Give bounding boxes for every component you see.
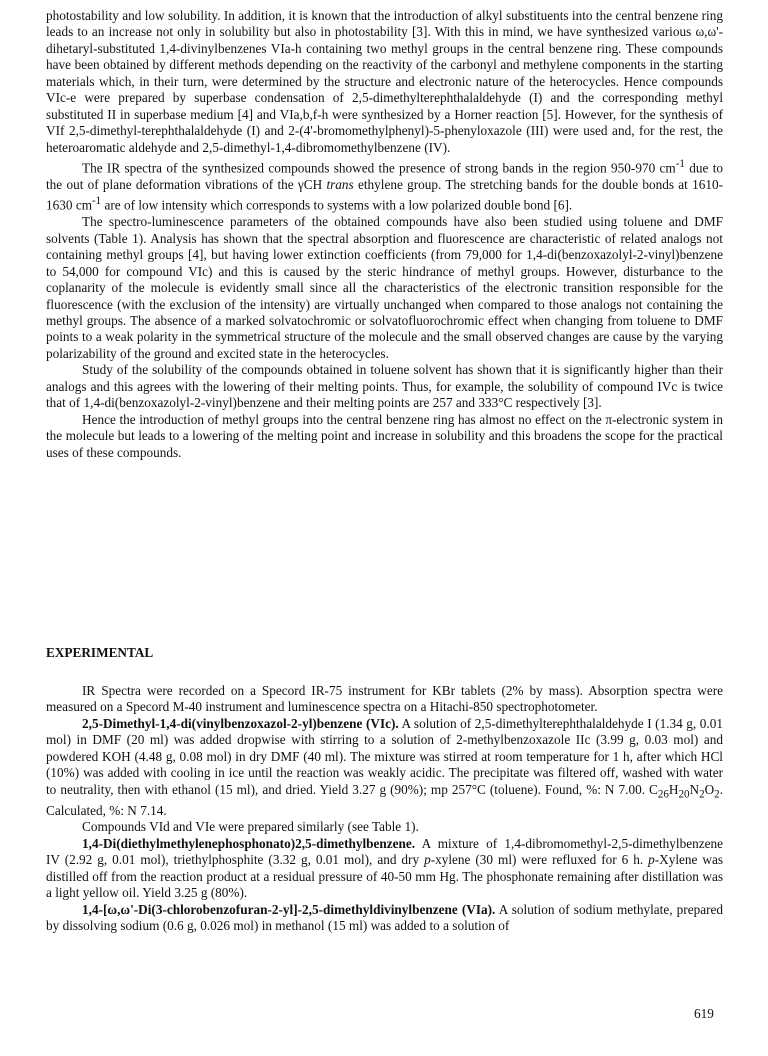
exp-paragraph-5: 1,4-[ω,ω'-Di(3-chlorobenzofuran-2-yl]-2,5-dimethyldivinylbenzene (VIa). A solution of sodium methylate, prepared by dissolving sodium (0.6 g, 0.026 mol) in methanol (15 ml) was added to a solution of — [46, 901, 723, 933]
paragraph-2: The IR spectra of the synthesized compounds showed the presence of strong bands in the region 950-970 $cm^{-1}$ due to the out of plane deformation vibrations of the γCH trans ethylene group. The stretching bands for the double bonds at 1610-1630 $cm^{-1}$ are of low intensity which corresponds to systems with a low polarized double bond [6]. — [46, 158, 723, 213]
paragraph-1: photostability and low solubility. In addition, it is known that the introduction of alkyl substituents into the central benzene ring leads to an increase not only in solubility but also in photostability [3]. With this in mind, we have synthesized various ω,ω'-dihetaryl-substituted 1,4-divinylbenzenes VIa-h containing two methyl groups in the central benzene ring. These compounds have been obtained by different methods depending on the reactivity of the carbonyl and methylene components in the starting materials which, in their turn, were determined by the structure and electronic nature of the heterocycles. Hence compounds VIc-e were prepared by superbase condensation of 2,5-dimethylterephthalaldehyde (I) and the corresponding methyl substituted II in superbase medium [4] and VIa,b,f-h were synthesized by a Horner reaction [5]. However, for the synthesis of VIf 2,5-dimethyl-terephthalaldehyde (I) and 2-(4'-bromomethylphenyl)-5-phenyloxazole (III) were used and, for the rest, the heteroaromatic aldehyde and 2,5-dimethyl-1,4-dibromomethylbenzene (IV). — [46, 8, 723, 155]
experimental-section — [46, 683, 723, 934]
paragraph-3: The spectro-luminescence parameters of the obtained compounds have also been studied using toluene and DMF solvents (Table 1). Analysis has shown that the spectral absorption and fluorescence are characteristic of related analogs not containing methyl groups [4], but having lower extinction coefficients (from 79,000 for 1,4-di(benzoxazolyl-2-vinyl)benzene to 54,000 for compound VIc) and this is caused by the steric hindrance of methyl groups. However, disturbance to the coplanarity of the molecule is evidently small since all the characteristics of the electronic transition responsible for the fluorescence (with the exclusion of the intensity) are virtually unchanged when compared to those analogs not containing the methyl groups. The absence of a marked solvatochromic or solvatofluorochromic effect when changing from toluene to DMF points to a weak polarity in the symmetrical structure of the molecule and the small observed changes are cause by the varying polarizability of the ground and excited state in the heterocycles. — [46, 214, 723, 361]
exp-paragraph-2: 2,5-Dimethyl-1,4-di(vinylbenzoxazol-2-yl)benzene (VIc). A solution of 2,5-dimethylterephthalaldehyde I (1.34 g, 0.01 mol) in DMF (20 ml) was added dropwise with stirring to a solution of 2-methylbenzoxazole IIc (3.99 g, 0.03 mol) and powdered KOH (4.48 g, 0.08 mol) in dry DMF (40 ml). The mixture was stirred at room temperature for 1 h, after which HCl (10%) was added with cooling in ice until the reaction was weakly acidic. The precipitate was filtered off, washed with water to neutrality, then with ethanol (15 ml), and dried. Yield 3.27 g (90%); mp 257°C (toluene). Found, %: N 7.00. $C_{26}H_{20}N_2O_2$. Calculated, %: N 7.14. — [46, 715, 723, 818]
paragraph-5: Hence the introduction of methyl groups into the central benzene ring has almost no effect on the π-electronic system in the molecule but leads to a lowering of the melting point and increase in solubility and this broadens the scope for the practical uses of these compounds. — [46, 411, 723, 460]
paragraph-4: Study of the solubility of the compounds obtained in toluene solvent has shown that it is significantly higher than their analogs and this agrees with the lowering of their melting points. Thus, for example, the solubility of compound IVc is twice that of 1,4-di(benzoxazolyl-2-vinyl)benzene and their melting points are 257 and 333°C respectively [3]. — [46, 362, 723, 411]
superscript: -1 — [675, 158, 685, 171]
exp-paragraph-3: Compounds VId and VIe were prepared similarly (see Table 1). — [82, 819, 419, 835]
compound-title: 1,4-[ω,ω'-Di(3-chlorobenzofuran-2-yl]-2,5-dimethyldivinylbenzene (VIa). — [82, 901, 496, 917]
exp-paragraph-1: IR Spectra were recorded on a Specord IR-75 instrument for KBr tablets (2% by mass). Absorption spectra were measured on a Specord M-40 instrument and luminescence spectra on a Hitachi-850 spectrophotometer. — [46, 683, 723, 715]
body-text — [46, 8, 723, 461]
compound-title: 1,4-Di(diethylmethylenephosphonato)2,5-dimethylbenzene. — [82, 835, 416, 851]
superscript: -1 — [92, 195, 102, 208]
page-number: 619 — [694, 1006, 714, 1021]
section-heading: EXPERIMENTAL — [46, 645, 154, 660]
compound-title: 2,5-Dimethyl-1,4-di(vinylbenzoxazol-2-yl)benzene (VIc). — [82, 715, 399, 731]
exp-paragraph-4: 1,4-Di(diethylmethylenephosphonato)2,5-dimethylbenzene. A mixture of 1,4-dibromomethyl-2,5-dimethylbenzene IV (2.92 g, 0.01 mol), triethylphosphite (3.32 g, 0.01 mol), and dry p-xylene (30 ml) were refluxed for 6 h. p-Xylene was distilled off from the reaction product at a residual pressure of 40-50 mm Hg. The phosphonate remaining after distillation was a light yellow oil. Yield 3.25 g (80%). — [46, 835, 723, 901]
